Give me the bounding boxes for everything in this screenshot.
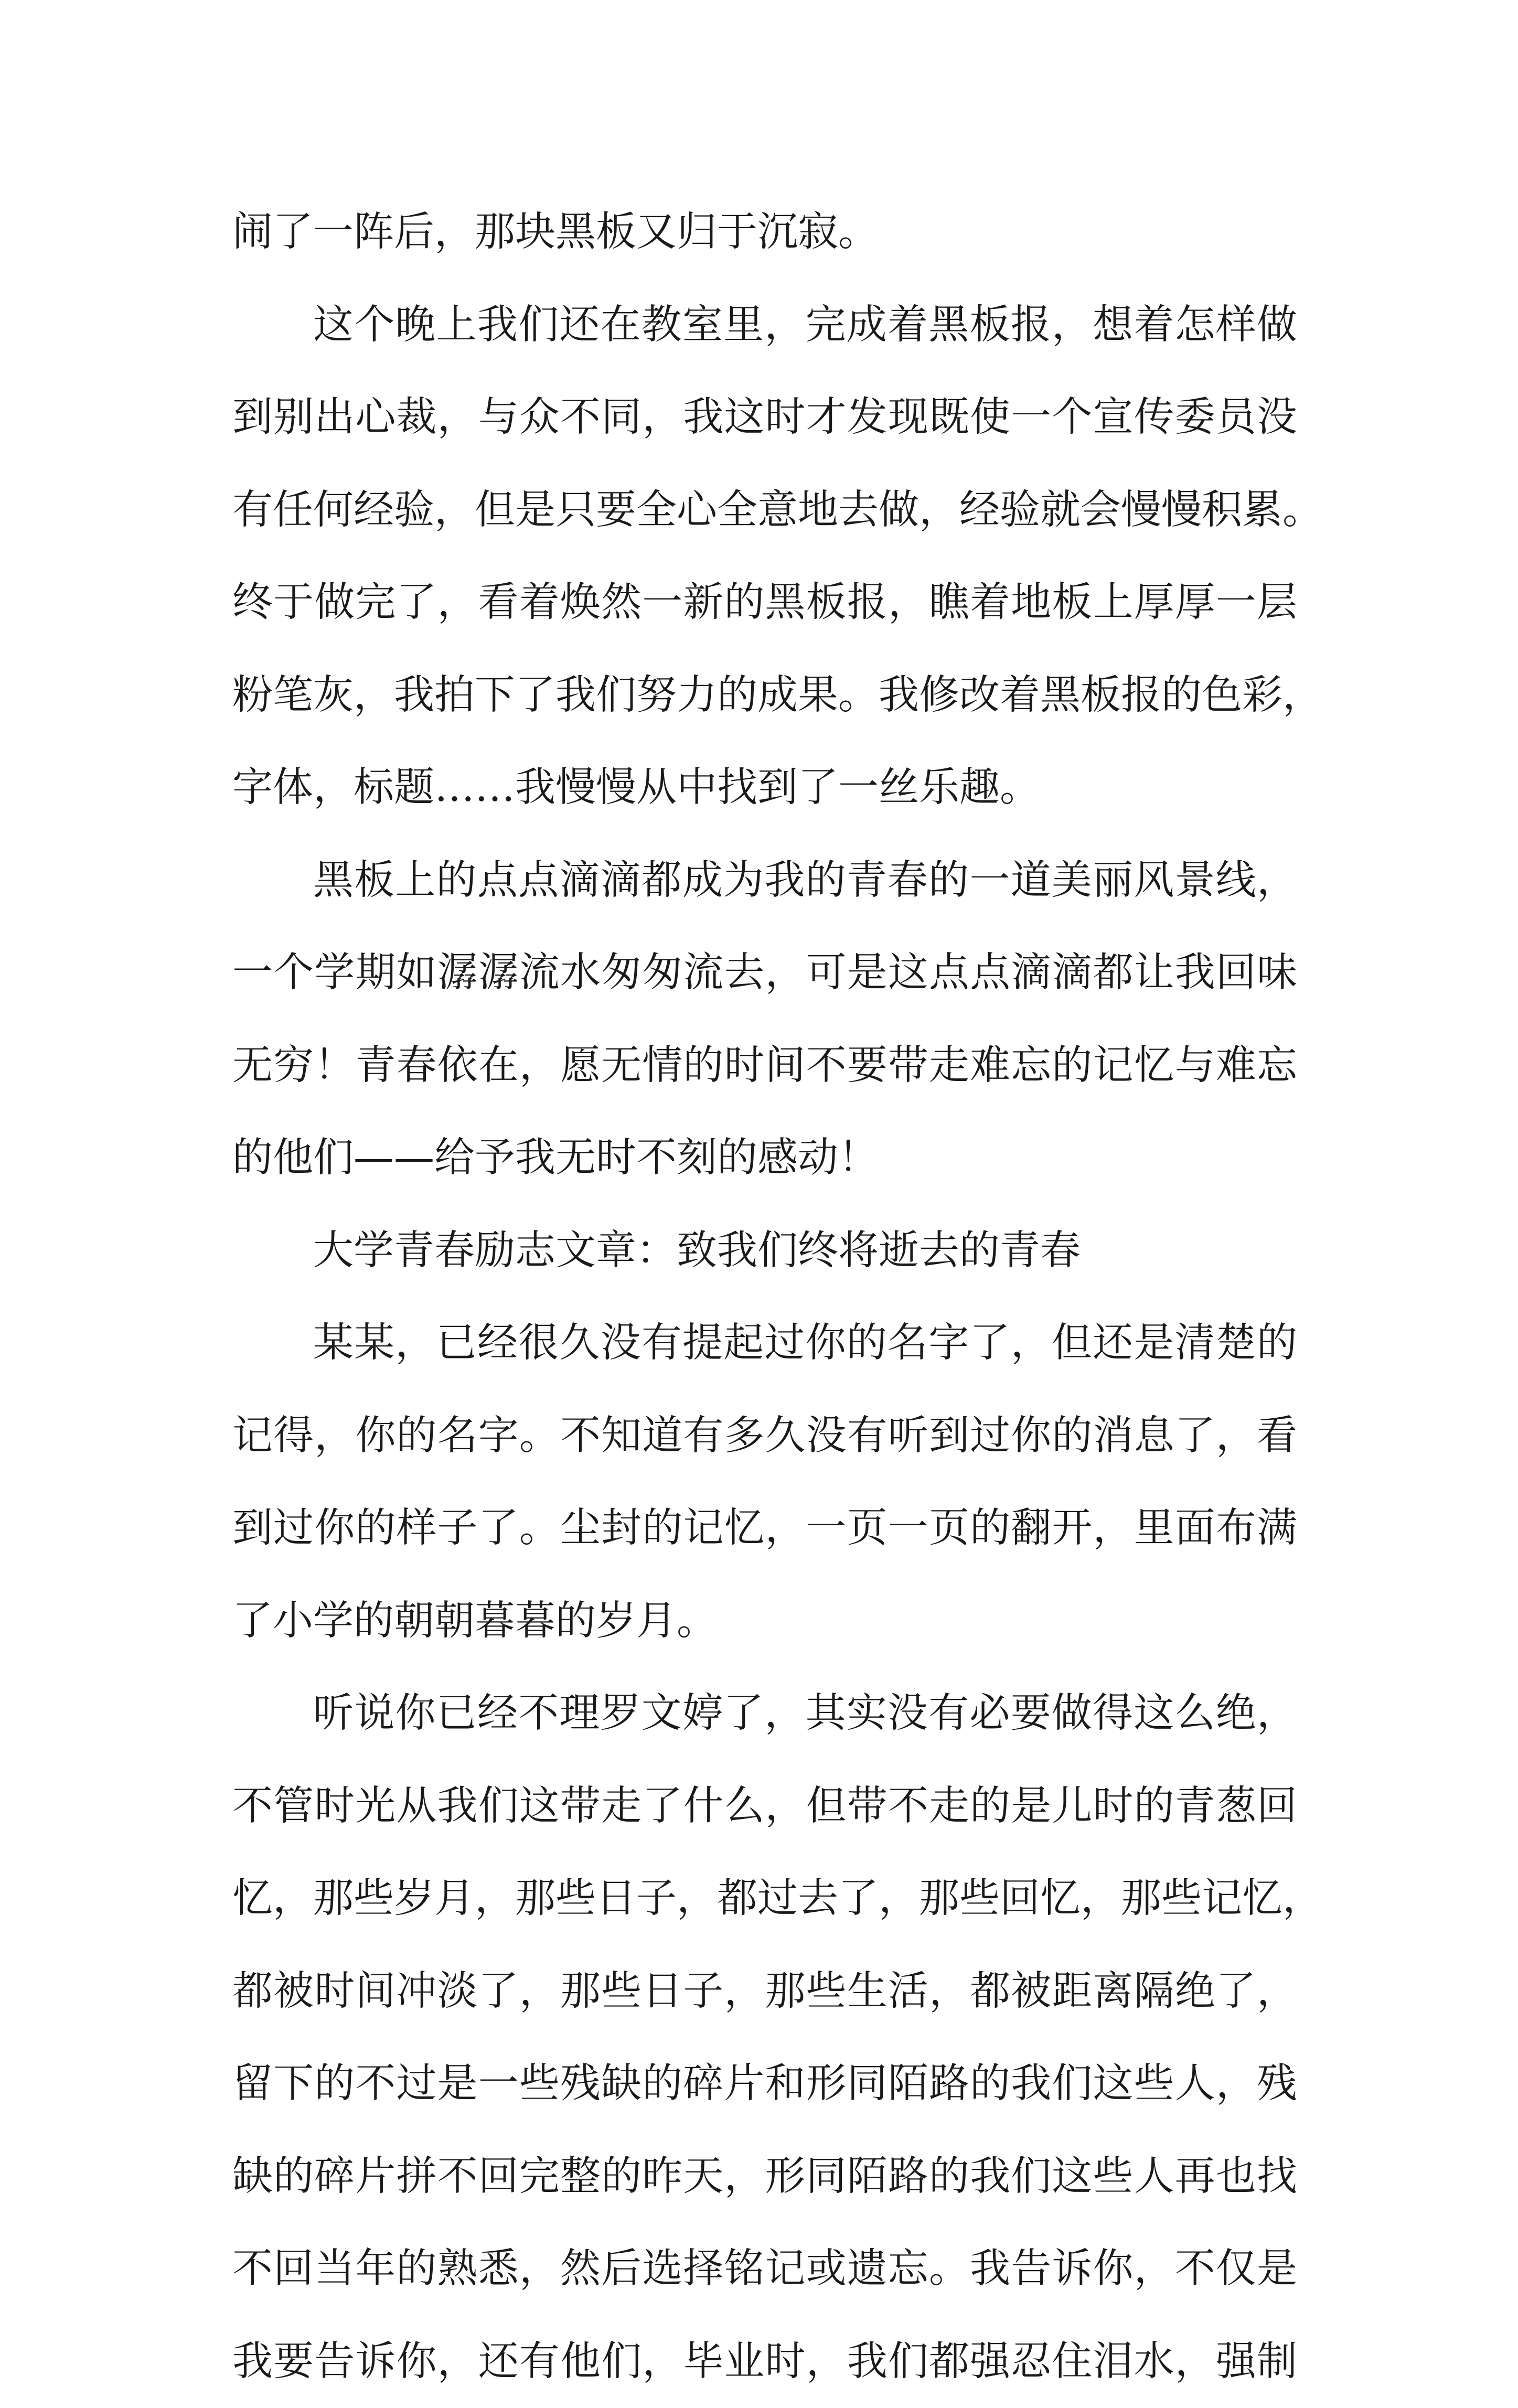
text-line: 缺的碎片拼不回完整的昨天，形同陌路的我们这些人再也找 (232, 2131, 1297, 2223)
text-line: 我要告诉你，还有他们，毕业时，我们都强忍住泪水，强制 (232, 2316, 1297, 2408)
text-line: 粉笔灰，我拍下了我们努力的成果。我修改着黑板报的色彩， (232, 649, 1297, 742)
text-line: 到过你的样子了。尘封的记忆，一页一页的翻开，里面布满 (232, 1482, 1297, 1575)
text-line: 留下的不过是一些残缺的碎片和形同陌路的我们这些人，残 (232, 2038, 1297, 2131)
text-line: 都被时间冲淡了，那些日子，那些生活，都被距离隔绝了， (232, 1945, 1297, 2038)
text-line: 闹了一阵后，那块黑板又归于沉寂。 (232, 186, 1297, 279)
text-line: 不回当年的熟悉，然后选择铭记或遗忘。我告诉你，不仅是 (232, 2223, 1297, 2316)
body-text (232, 186, 1297, 2408)
text-line: 字体，标题……我慢慢从中找到了一丝乐趣。 (232, 742, 1297, 834)
text-line: 不管时光从我们这带走了什么，但带不走的是儿时的青葱回 (232, 1760, 1297, 1853)
text-line: 听说你已经不理罗文婷了，其实没有必要做得这么绝， (232, 1667, 1297, 1760)
text-line: 终于做完了，看着焕然一新的黑板报，瞧着地板上厚厚一层 (232, 556, 1297, 649)
text-line: 到别出心裁，与众不同，我这时才发现既使一个宣传委员没 (232, 371, 1297, 464)
text-line: 无穷！青春依在，愿无情的时间不要带走难忘的记忆与难忘 (232, 1020, 1297, 1112)
text-line: 记得，你的名字。不知道有多久没有听到过你的消息了，看 (232, 1390, 1297, 1483)
text-line: 这个晚上我们还在教室里，完成着黑板报，想着怎样做 (232, 279, 1297, 372)
text-line: 某某，已经很久没有提起过你的名字了，但还是清楚的 (232, 1297, 1297, 1390)
text-line: 黑板上的点点滴滴都成为我的青春的一道美丽风景线， (232, 834, 1297, 927)
text-line: 有任何经验，但是只要全心全意地去做，经验就会慢慢积累。 (232, 464, 1297, 557)
text-line: 了小学的朝朝暮暮的岁月。 (232, 1575, 1297, 1668)
text-line: 忆，那些岁月，那些日子，都过去了，那些回忆，那些记忆， (232, 1853, 1297, 1945)
text-line: 的他们——给予我无时不刻的感动！ (232, 1112, 1297, 1205)
text-line: 一个学期如潺潺流水匆匆流去，可是这点点滴滴都让我回味 (232, 927, 1297, 1020)
section-heading: 大学青春励志文章：致我们终将逝去的青春 (232, 1205, 1297, 1298)
